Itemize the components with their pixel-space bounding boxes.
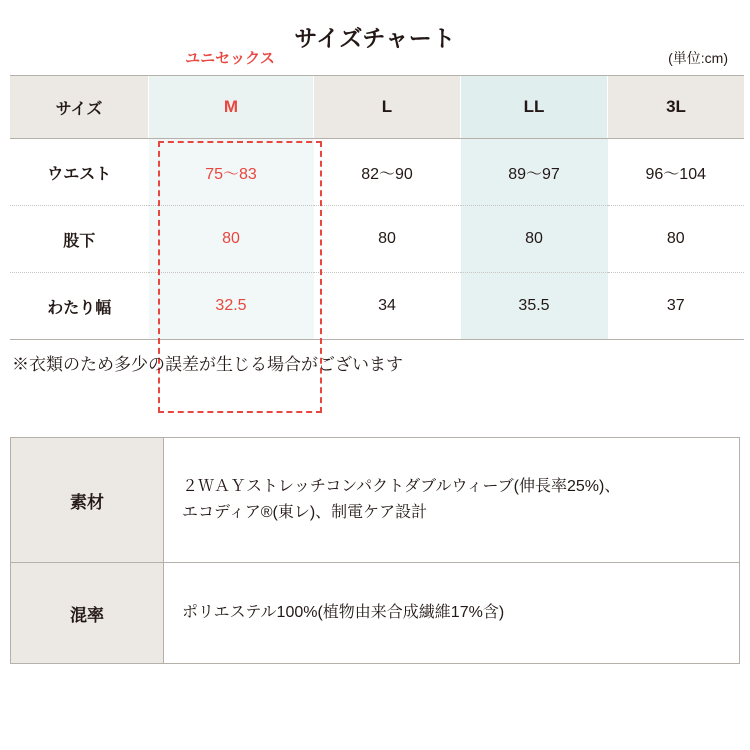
cell-inseam-l: 80 bbox=[314, 206, 461, 273]
cell-waist-ll: 89〜97 bbox=[461, 139, 608, 206]
row-label-thigh: わたり幅 bbox=[10, 273, 149, 340]
size-table-container bbox=[10, 75, 740, 340]
cell-waist-m: 75〜83 bbox=[149, 139, 314, 206]
material-line-2: エコディア®(東レ)、制電ケア設計 bbox=[182, 504, 428, 521]
size-header-l: L bbox=[314, 76, 461, 139]
blend-row-value bbox=[164, 563, 740, 664]
cell-inseam-ll: 80 bbox=[461, 206, 608, 273]
page-title: サイズチャート bbox=[294, 25, 456, 51]
size-table bbox=[10, 75, 744, 340]
size-table-header-row bbox=[10, 76, 744, 139]
unisex-annotation-label: ユニセックス bbox=[185, 50, 275, 67]
material-row-label: 素材 bbox=[11, 438, 164, 563]
material-row-value bbox=[164, 438, 740, 563]
size-header-ll: LL bbox=[461, 76, 608, 139]
blend-line-1: ポリエステル100%(植物由来合成繊維17%含) bbox=[182, 604, 505, 622]
cell-thigh-3l: 37 bbox=[608, 273, 745, 340]
size-table-head bbox=[10, 76, 744, 139]
material-table bbox=[10, 437, 740, 664]
size-table-body bbox=[10, 139, 744, 340]
cell-waist-l: 82〜90 bbox=[314, 139, 461, 206]
row-label-waist: ウエスト bbox=[10, 139, 149, 206]
table-row bbox=[10, 273, 744, 340]
material-table-body bbox=[11, 438, 740, 664]
table-row bbox=[10, 206, 744, 273]
material-table-container bbox=[10, 437, 740, 664]
cell-inseam-3l: 80 bbox=[608, 206, 745, 273]
table-row bbox=[11, 438, 740, 563]
size-header-3l: 3L bbox=[608, 76, 745, 139]
size-header-label: サイズ bbox=[10, 76, 149, 139]
cell-inseam-m: 80 bbox=[149, 206, 314, 273]
cell-waist-3l: 96〜104 bbox=[608, 139, 745, 206]
blend-row-label: 混率 bbox=[11, 563, 164, 664]
table-row bbox=[10, 139, 744, 206]
table-row bbox=[11, 563, 740, 664]
row-label-inseam: 股下 bbox=[10, 206, 149, 273]
cell-thigh-m: 32.5 bbox=[149, 273, 314, 340]
unit-note: (単位:cm) bbox=[668, 50, 728, 66]
size-header-m: M bbox=[149, 76, 314, 139]
cell-thigh-ll: 35.5 bbox=[461, 273, 608, 340]
measurement-disclaimer: ※衣類のため多少の誤差が生じる場合がございます bbox=[12, 355, 403, 374]
cell-thigh-l: 34 bbox=[314, 273, 461, 340]
material-line-1: ２ＷＡＹストレッチコンパクトダブルウィーブ(伸長率25%)、 bbox=[182, 478, 621, 496]
